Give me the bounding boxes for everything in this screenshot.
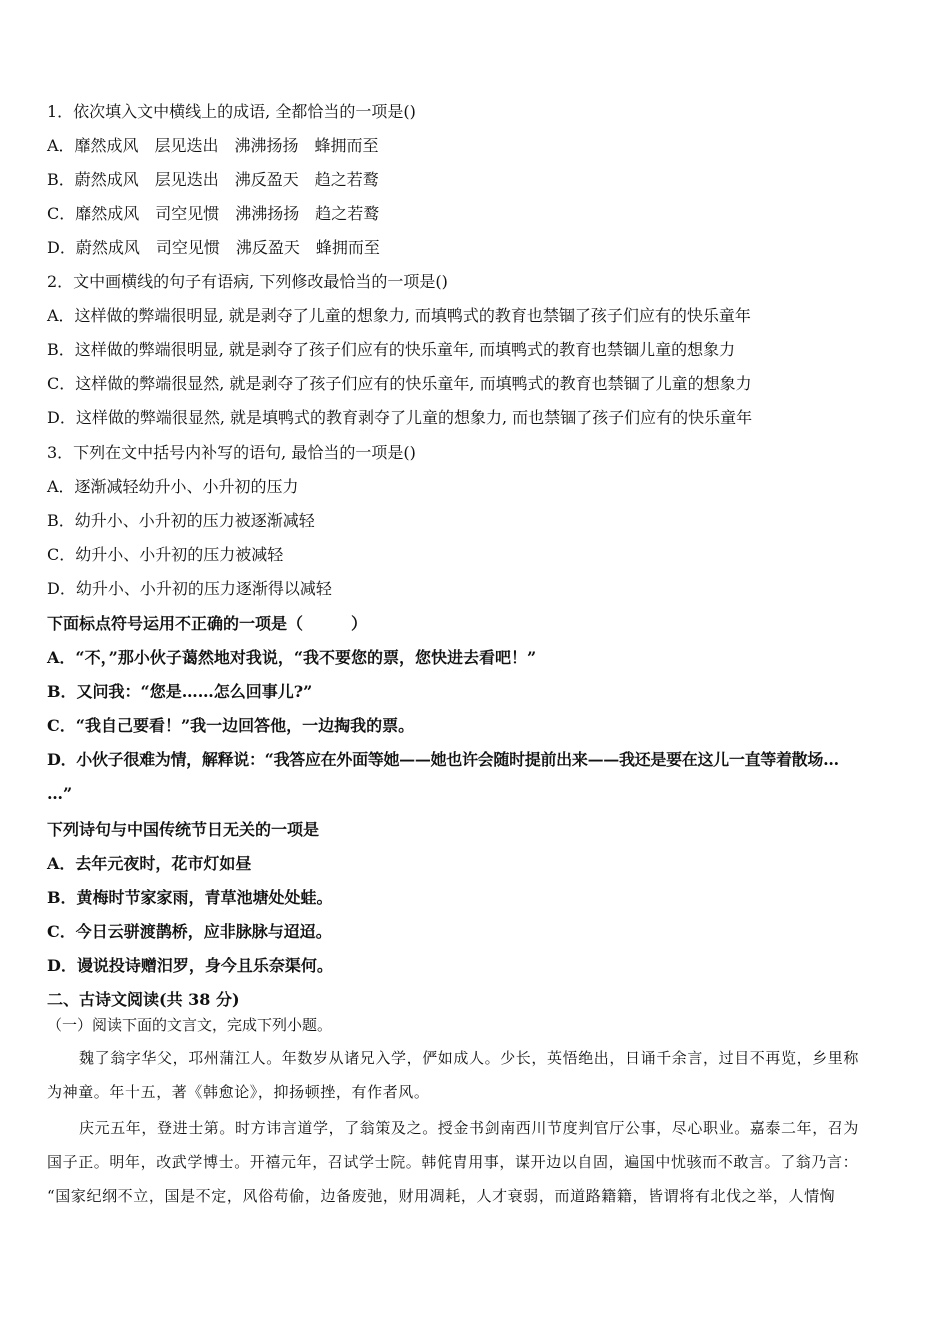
- question-4-option-b: B．又问我：“您是……怎么回事儿?”: [47, 682, 313, 701]
- question-1-option-b: B．蔚然成风 层见迭出 沸反盈天 趋之若鹜: [47, 170, 379, 189]
- passage-line: 国子正。明年，改武学博士。开禧元年，召试学士院。韩侂胄用事，谋开边以自固，遍国中忧骇而不敢言。了翁乃言：: [47, 1153, 859, 1171]
- question-1-option-d: D．蔚然成风 司空见惯 沸反盈天 蜂拥而至: [47, 238, 380, 257]
- question-5-option-d: D．谩说投诗赠汨罗，身今且乐奈渠何。: [47, 956, 333, 975]
- question-2-option-b: B．这样做的弊端很明显, 就是剥夺了孩子们应有的快乐童年, 而填鸭式的教育也禁锢儿童的想象力: [47, 340, 736, 359]
- question-3-option-c: C．幼升小、小升初的压力被减轻: [47, 545, 284, 564]
- question-3-option-d: D．幼升小、小升初的压力逐渐得以减轻: [47, 579, 332, 598]
- question-4-option-c: C．“我自己要看！”我一边回答他，一边掏我的票。: [47, 716, 415, 735]
- question-1-option-a: A．靡然成风 层见迭出 沸沸扬扬 蜂拥而至: [47, 136, 379, 155]
- passage-paragraph-1: [47, 1041, 905, 1109]
- section-subtitle: （一）阅读下面的文言文，完成下列小题。: [47, 1016, 333, 1034]
- question-2-option-c: C．这样做的弊端很显然, 就是剥夺了孩子们应有的快乐童年, 而填鸭式的教育也禁锢了儿童的想象力: [47, 374, 752, 393]
- question-4-stem: 下面标点符号运用不正确的一项是（ ）: [47, 614, 368, 633]
- passage-paragraph-2: [47, 1111, 905, 1213]
- question-5-option-b: B．黄梅时节家家雨，青草池塘处处蛙。: [47, 888, 333, 907]
- question-5-stem: 下列诗句与中国传统节日无关的一项是: [47, 820, 320, 839]
- passage-line: “国家纪纲不立，国是不定，风俗苟偷，边备废弛，财用凋耗，人才衰弱，而道路籍籍，皆谓将有北伐之举，人情恟: [47, 1187, 836, 1205]
- question-2-stem: 2．文中画横线的句子有语病, 下列修改最恰当的一项是(): [47, 272, 448, 291]
- question-4-option-d-continued: …”: [47, 784, 73, 803]
- passage-line: 庆元五年，登进士第。时方讳言道学，了翁策及之。授金书剑南西川节度判官厅公事，尽心职业。嘉泰二年，召为: [79, 1119, 860, 1137]
- question-2-option-d: D．这样做的弊端很显然, 就是填鸭式的教育剥夺了儿童的想象力, 而也禁锢了孩子们应有的快乐童年: [47, 408, 753, 427]
- section-title: 二、古诗文阅读(共 38 分): [47, 990, 240, 1009]
- question-1-option-c: C．靡然成风 司空见惯 沸沸扬扬 趋之若鹜: [47, 204, 380, 223]
- question-5-option-c: C．今日云骈渡鹊桥，应非脉脉与迢迢。: [47, 922, 332, 941]
- question-1-stem: 1．依次填入文中横线上的成语, 全都恰当的一项是(): [47, 102, 416, 121]
- question-3-stem: 3．下列在文中括号内补写的语句, 最恰当的一项是(): [47, 443, 416, 462]
- question-2-option-a: A．这样做的弊端很明显, 就是剥夺了儿童的想象力, 而填鸭式的教育也禁锢了孩子们应有的快乐童年: [47, 306, 751, 325]
- question-3-option-b: B．幼升小、小升初的压力被逐渐减轻: [47, 511, 315, 530]
- question-4-option-d: D．小伙子很难为情，解释说：“我答应在外面等她——她也许会随时提前出来——我还是要在这儿一直等着散场…: [47, 750, 839, 769]
- passage-line: 魏了翁字华父，邛州蒲江人。年数岁从诸兄入学，俨如成人。少长，英悟绝出，日诵千余言，过目不再览，乡里称: [79, 1049, 860, 1067]
- question-3-option-a: A．逐渐减轻幼升小、小升初的压力: [47, 477, 299, 496]
- passage-line: 为神童。年十五，著《韩愈论》，抑扬顿挫，有作者风。: [47, 1083, 430, 1101]
- question-4-option-a: A．“不，”那小伙子蔼然地对我说，“我不要您的票，您快进去看吧！”: [47, 648, 537, 667]
- question-5-option-a: A．去年元夜时，花市灯如昼: [47, 854, 252, 873]
